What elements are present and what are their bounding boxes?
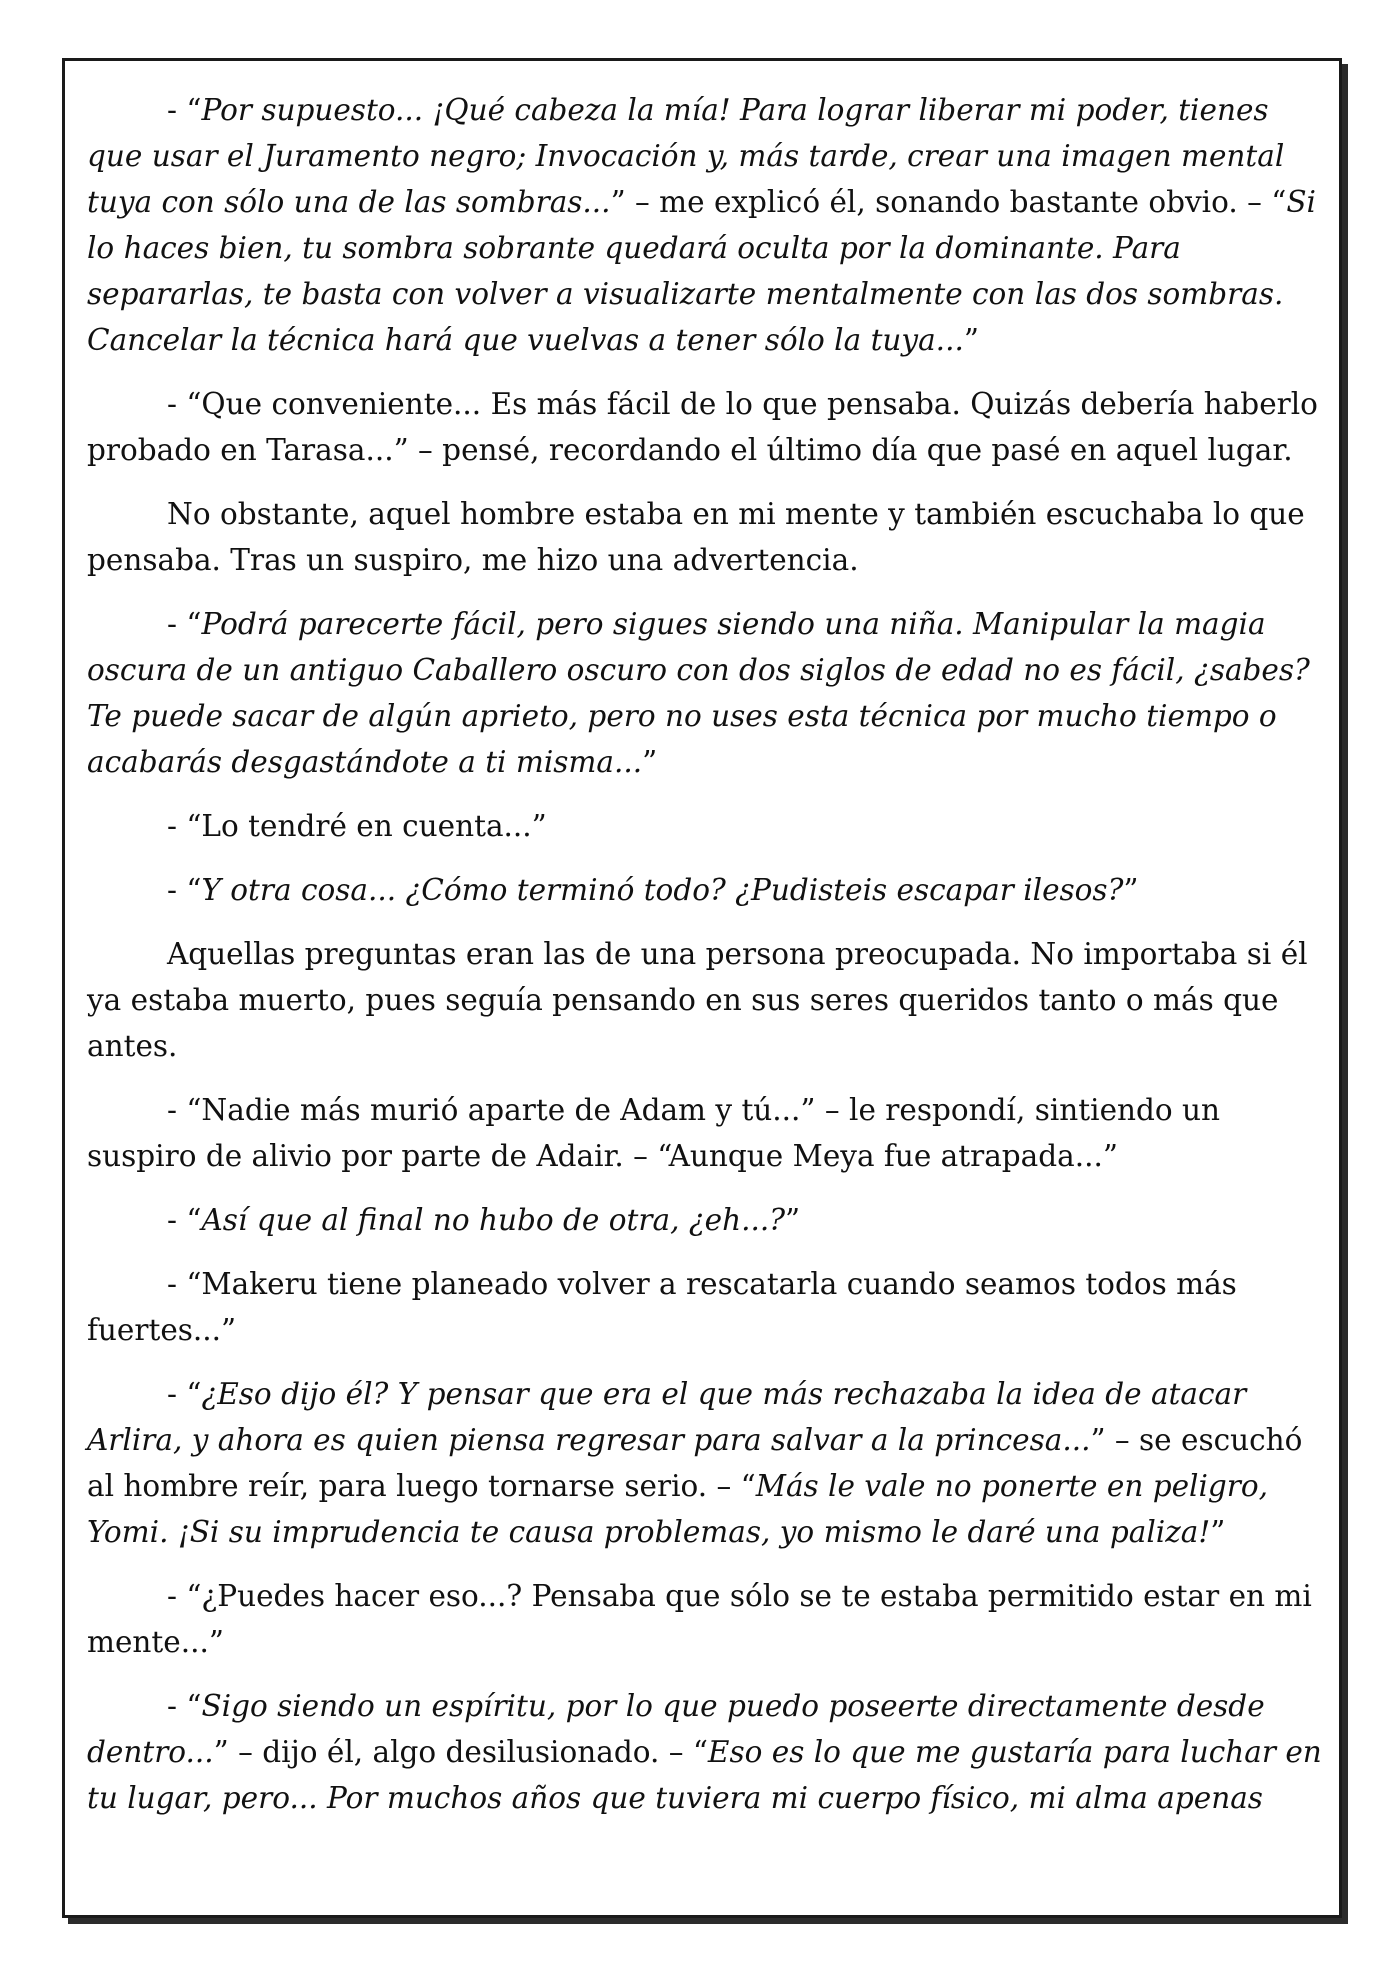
text-segment: No obstante, aquel hombre estaba en mi mente y también escuchaba lo que pensaba. Tras un suspiro, me hizo una advertencia. <box>87 497 1305 577</box>
text-segment: ” <box>1123 873 1139 907</box>
paragraph <box>87 87 1323 363</box>
text-segment: ” <box>785 1203 801 1237</box>
italic-dialogue-segment: Sigo siendo un espíritu, por lo que puedo poseerte directamente desde dentro... <box>87 1689 1265 1769</box>
text-segment: - “Makeru tiene planeado volver a rescatarla cuando seamos todos más fuertes...” <box>87 1267 1237 1347</box>
text-segment: ” – me explicó él, sonando bastante obvio. – “ <box>610 185 1287 219</box>
text-segment: ” <box>1210 1515 1226 1549</box>
paragraph <box>87 1683 1323 1821</box>
text-segment: - “Nadie más murió aparte de Adam y tú...” – le respondí, sintiendo un suspiro de alivio por parte de Adair. – “Aunque Meya fue atrapada...” <box>87 1093 1221 1173</box>
paragraph <box>87 1573 1323 1665</box>
text-segment: - “ <box>167 1203 202 1237</box>
paragraph <box>87 381 1323 473</box>
text-segment: ” <box>642 745 658 779</box>
text-segment: - “ <box>167 1377 202 1411</box>
paragraph <box>87 1197 1323 1243</box>
italic-dialogue-segment: Más le vale no ponerte en peligro, Yomi. ¡Si su imprudencia te causa problemas, yo mismo le daré una paliza! <box>87 1469 1269 1549</box>
paragraph <box>87 601 1323 785</box>
paragraph <box>87 867 1323 913</box>
italic-dialogue-segment: Eso es lo que me gustaría para luchar en tu lugar, pero... Por muchos años que tuviera mi cuerpo físico, mi alma apenas <box>87 1735 1322 1815</box>
text-segment: ” – se escuchó al hombre reír, para luego tornarse serio. – “ <box>87 1423 1303 1503</box>
paragraph <box>87 1371 1323 1555</box>
page-frame <box>62 58 1342 1918</box>
text-segment: - “ <box>167 607 202 641</box>
text-segment: ” – dijo él, algo desilusionado. – “ <box>213 1735 708 1769</box>
text-segment: - “Que conveniente... Es más fácil de lo que pensaba. Quizás debería haberlo probado en Tarasa...” – pensé, recordando el último día que pasé en aquel lugar. <box>87 387 1318 467</box>
italic-dialogue-segment: Por supuesto... ¡Qué cabeza la mía! Para lograr liberar mi poder, tienes que usar el Juramento negro; Invocación y, más tarde, crear una imagen mental tuya con sólo una de las sombras... <box>87 93 1285 219</box>
text-segment: ” <box>963 323 979 357</box>
document-body <box>87 87 1323 1821</box>
italic-dialogue-segment: Y otra cosa... ¿Cómo terminó todo? ¿Pudisteis escapar ilesos? <box>201 873 1124 907</box>
text-segment: Aquellas preguntas eran las de una persona preocupada. No importaba si él ya estaba muerto, pues seguía pensando en sus seres queridos tanto o más que antes. <box>87 937 1308 1063</box>
text-segment: - “ <box>167 93 202 127</box>
paragraph <box>87 803 1323 849</box>
paragraph <box>87 491 1323 583</box>
text-segment: - “ <box>167 873 202 907</box>
paragraph <box>87 931 1323 1069</box>
text-segment: - “ <box>167 1689 202 1723</box>
italic-dialogue-segment: Si lo haces bien, tu sombra sobrante quedará oculta por la dominante. Para separarlas, te basta con volver a visualizarte mentalmente con las dos sombras. Cancelar la técnica hará que vuelvas a tener sólo la tuya... <box>87 185 1316 357</box>
italic-dialogue-segment: Podrá parecerte fácil, pero sigues siendo una niña. Manipular la magia oscura de un antiguo Caballero oscuro con dos siglos de edad no es fácil, ¿sabes? Te puede sacar de algún aprieto, pero no uses esta técnica por mucho tiempo o acabarás desgastándote a ti misma... <box>87 607 1310 779</box>
paragraph <box>87 1261 1323 1353</box>
text-segment: - “Lo tendré en cuenta...” <box>167 809 547 843</box>
text-segment: - “¿Puedes hacer eso...? Pensaba que sólo se te estaba permitido estar en mi mente...” <box>87 1579 1312 1659</box>
italic-dialogue-segment: Así que al final no hubo de otra, ¿eh...? <box>201 1203 786 1237</box>
paragraph <box>87 1087 1323 1179</box>
italic-dialogue-segment: ¿Eso dijo él? Y pensar que era el que más rechazaba la idea de atacar Arlira, y ahora es quien piensa regresar para salvar a la princesa... <box>87 1377 1247 1457</box>
